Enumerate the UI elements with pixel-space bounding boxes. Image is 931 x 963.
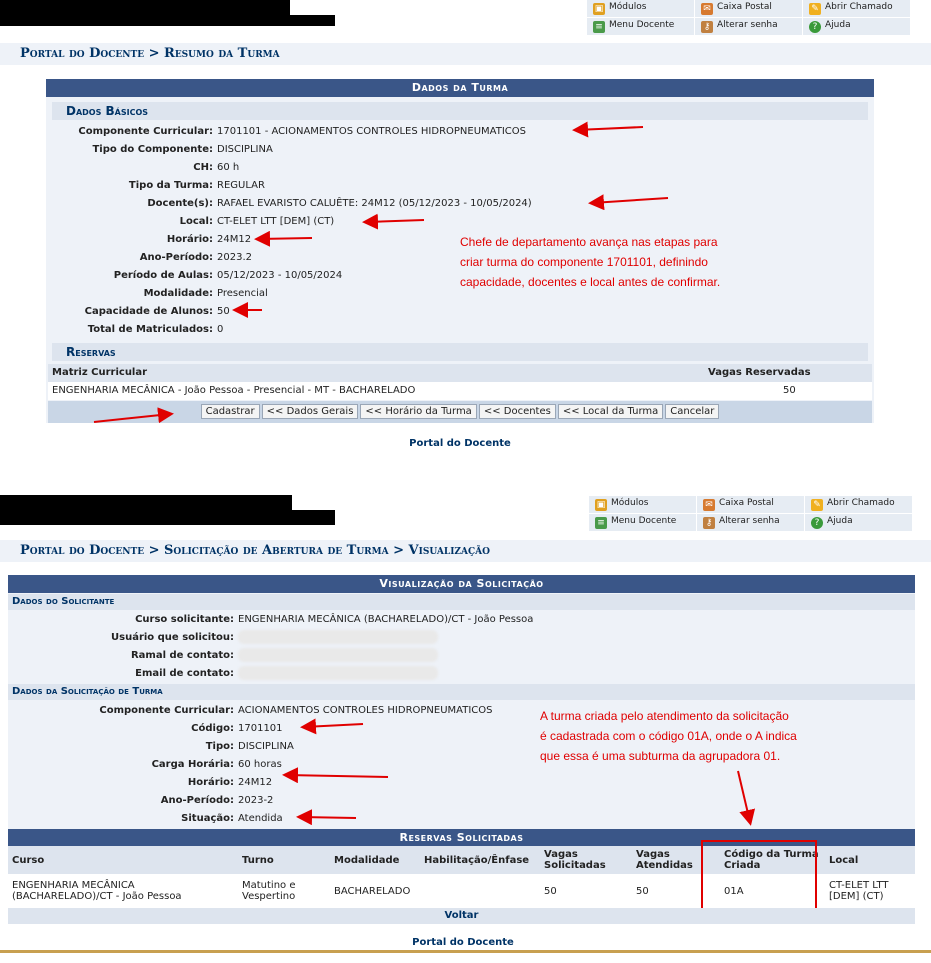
field-value: 0 [217, 324, 224, 335]
nav-caixa-postal[interactable]: ✉ Caixa Postal [695, 0, 803, 18]
key-person-icon: ⚷ [701, 21, 713, 33]
field-row [10, 665, 438, 683]
nav-abrir-chamado[interactable]: ✎ Abrir Chamado [805, 496, 913, 514]
field-row [48, 213, 334, 231]
field-row [10, 756, 282, 774]
cancelar-button[interactable]: Cancelar [665, 404, 719, 419]
field-row [48, 141, 273, 159]
cadastrar-button[interactable]: Cadastrar [201, 404, 260, 419]
th-local: Local [825, 846, 915, 874]
cell-local: CT-ELET LTT [DEM] (CT) [825, 874, 915, 908]
field-label: Horário: [187, 777, 234, 788]
field-row [10, 792, 273, 810]
field-value: ACIONAMENTOS CONTROLES HIDROPNEUMATICOS [238, 705, 493, 716]
field-value: REGULAR [217, 180, 265, 191]
field-value: CT-ELET LTT [DEM] (CT) [217, 216, 335, 227]
th-habilitacao: Habilitação/Ênfase [420, 846, 540, 874]
field-value [234, 665, 438, 683]
reserva-vagas: 50 [783, 385, 796, 396]
redacted-value [238, 666, 438, 680]
field-value: 1701101 - ACIONAMENTOS CONTROLES HIDROPNEUMATICOS [217, 126, 526, 137]
nav-alterar-senha[interactable]: ⚷ Alterar senha [697, 514, 805, 532]
nav-ajuda[interactable]: ? Ajuda [803, 18, 911, 36]
section-reservas: Reservas [52, 343, 868, 361]
section-dados-solicitacao-turma: Dados da Solicitação de Turma [8, 684, 915, 700]
reservas-row [48, 382, 872, 400]
nav-abrir-chamado[interactable]: ✎ Abrir Chamado [803, 0, 911, 18]
th-turno: Turno [238, 846, 330, 874]
ticket-icon: ✎ [811, 499, 823, 511]
portal-docente-link[interactable]: Portal do Docente [412, 937, 514, 948]
redacted-header-bar [0, 15, 335, 26]
dados-turma-title: Dados da Turma [46, 79, 874, 97]
field-row [10, 629, 438, 647]
cell-turno: Matutino e Vespertino [238, 874, 330, 908]
dados-gerais-button[interactable]: << Dados Gerais [262, 404, 359, 419]
reservas-header-row [48, 364, 872, 382]
field-label: Ano-Período: [160, 795, 234, 806]
nav-menu-docente[interactable]: ≡ Menu Docente [587, 18, 695, 36]
portal-docente-link[interactable]: Portal do Docente [409, 438, 511, 449]
field-label: Docente(s): [147, 198, 213, 209]
field-label: Código: [191, 723, 234, 734]
cell-curso: ENGENHARIA MECÂNICA (BACHARELADO)/CT - João Pessoa [8, 874, 238, 908]
field-label: Usuário que solicitou: [111, 632, 234, 643]
redacted-header-bar [0, 0, 290, 15]
field-value: 24M12 [238, 777, 273, 788]
field-row [48, 321, 223, 339]
th-modalidade: Modalidade [330, 846, 420, 874]
modules-icon: ▣ [594, 4, 604, 14]
field-row [10, 738, 294, 756]
field-row [10, 810, 283, 828]
modules-icon: ▣ [596, 500, 606, 510]
field-value: 60 horas [238, 759, 282, 770]
field-value: DISCIPLINA [217, 144, 273, 155]
field-label: Email de contato: [135, 668, 234, 679]
visualizacao-title: Visualização da Solicitação [8, 575, 915, 593]
th-curso: Curso [8, 846, 238, 874]
field-row [48, 285, 268, 303]
nav-modulos[interactable]: ▣ Módulos [587, 0, 695, 18]
field-label: Local: [179, 216, 213, 227]
cell-habilitacao [420, 874, 540, 908]
nav-caixa-postal[interactable]: ✉ Caixa Postal [697, 496, 805, 514]
cell-vagas-solicitadas: 50 [540, 874, 632, 908]
redacted-value [238, 630, 438, 644]
top-nav [586, 0, 911, 36]
mailbox-icon: ✉ [701, 3, 713, 15]
breadcrumb: Portal do Docente > Solicitação de Abertura de Turma > Visualização [0, 540, 931, 562]
field-row [48, 123, 526, 141]
menu-tree-icon: ≡ [595, 517, 607, 529]
nav-alterar-senha[interactable]: ⚷ Alterar senha [695, 18, 803, 36]
field-row [48, 303, 230, 321]
field-row [48, 159, 239, 177]
breadcrumb: Portal do Docente > Resumo da Turma [0, 43, 931, 65]
field-label: Período de Aulas: [113, 270, 213, 281]
local-turma-button[interactable]: << Local da Turma [558, 404, 663, 419]
field-value: ENGENHARIA MECÂNICA (BACHARELADO)/CT - João Pessoa [238, 614, 534, 625]
field-row [10, 774, 272, 792]
field-row [10, 702, 493, 720]
key-person-icon: ⚷ [703, 517, 715, 529]
field-row [48, 195, 532, 213]
field-value [234, 629, 438, 647]
help-icon: ? [811, 517, 823, 529]
field-label: Capacidade de Alunos: [84, 306, 213, 317]
field-label: Tipo do Componente: [92, 144, 213, 155]
action-bar [48, 401, 872, 423]
annotation-note-2: A turma criada pelo atendimento da solicitação é cadastrada com o código 01A, onde o A indica que essa é uma subturma da agrupadora 01. [540, 709, 797, 763]
field-value [234, 647, 438, 665]
voltar-bar [8, 908, 915, 924]
field-value: 05/12/2023 - 10/05/2024 [217, 270, 343, 281]
field-value: Atendida [238, 813, 283, 824]
cell-modalidade: BACHARELADO [330, 874, 420, 908]
field-label: Total de Matriculados: [87, 324, 213, 335]
reserva-matriz: ENGENHARIA MECÂNICA - João Pessoa - Presencial - MT - BACHARELADO [52, 385, 416, 396]
field-row [48, 231, 251, 249]
codigo-turma-highlight [701, 840, 817, 910]
horario-turma-button[interactable]: << Horário da Turma [360, 404, 476, 419]
field-label: Horário: [166, 234, 213, 245]
mailbox-icon: ✉ [703, 499, 715, 511]
field-value: 1701101 [238, 723, 283, 734]
field-row [10, 720, 283, 738]
field-row [48, 267, 342, 285]
th-vagas-solicitadas: Vagas Solicitadas [540, 846, 632, 874]
field-label: Ano-Período: [139, 252, 213, 263]
field-label: Componente Curricular: [99, 705, 234, 716]
ticket-icon: ✎ [809, 3, 821, 15]
field-value: 50 [217, 306, 230, 317]
field-value: RAFAEL EVARISTO CALUÊTE: 24M12 (05/12/2023 - 10/05/2024) [217, 198, 532, 209]
field-label: Situação: [181, 813, 234, 824]
redacted-value [238, 648, 438, 662]
field-value: Presencial [217, 288, 268, 299]
field-value: DISCIPLINA [238, 741, 294, 752]
section-dados-basicos: Dados Básicos [52, 102, 868, 120]
field-row [10, 647, 438, 665]
top-nav [588, 495, 913, 532]
nav-ajuda[interactable]: ? Ajuda [805, 514, 913, 532]
col-vagas-reservadas: Vagas Reservadas [708, 367, 811, 378]
field-value: 24M12 [217, 234, 252, 245]
field-label: Componente Curricular: [78, 126, 213, 137]
field-value: 2023-2 [238, 795, 274, 806]
col-matriz-curricular: Matriz Curricular [52, 367, 148, 378]
help-icon: ? [809, 21, 821, 33]
field-label: CH: [193, 162, 213, 173]
field-row [48, 249, 252, 267]
field-label: Ramal de contato: [130, 650, 234, 661]
menu-tree-icon: ≡ [593, 21, 605, 33]
cell-codigo-turma: 01A [720, 874, 825, 908]
field-value: 2023.2 [217, 252, 252, 263]
field-label: Tipo: [205, 741, 234, 752]
field-label: Modalidade: [143, 288, 213, 299]
field-row [48, 177, 265, 195]
field-label: Tipo da Turma: [128, 180, 213, 191]
field-label: Curso solicitante: [135, 614, 234, 625]
nav-modulos[interactable]: ▣ Módulos [589, 496, 697, 514]
nav-menu-docente[interactable]: ≡ Menu Docente [589, 514, 697, 532]
docentes-button[interactable]: << Docentes [479, 404, 556, 419]
th-vagas-atendidas: Vagas Atendidas [632, 846, 720, 874]
field-row [10, 611, 533, 629]
th-codigo-turma: Código da Turma Criada [720, 846, 825, 874]
section-dados-solicitante: Dados do Solicitante [8, 594, 915, 610]
voltar-link[interactable]: Voltar [444, 910, 479, 921]
redacted-header-bar [0, 510, 335, 525]
footer-rule [0, 950, 931, 953]
reservas-solicitadas-title: Reservas Solicitadas [8, 829, 915, 846]
annotation-note-1: Chefe de departamento avança nas etapas para criar turma do componente 1701101, definindo capacidade, docentes e local antes de confirmar. [460, 235, 721, 289]
field-value: 60 h [217, 162, 240, 173]
field-label: Carga Horária: [151, 759, 234, 770]
redacted-header-bar [0, 495, 292, 510]
cell-vagas-atendidas: 50 [632, 874, 720, 908]
